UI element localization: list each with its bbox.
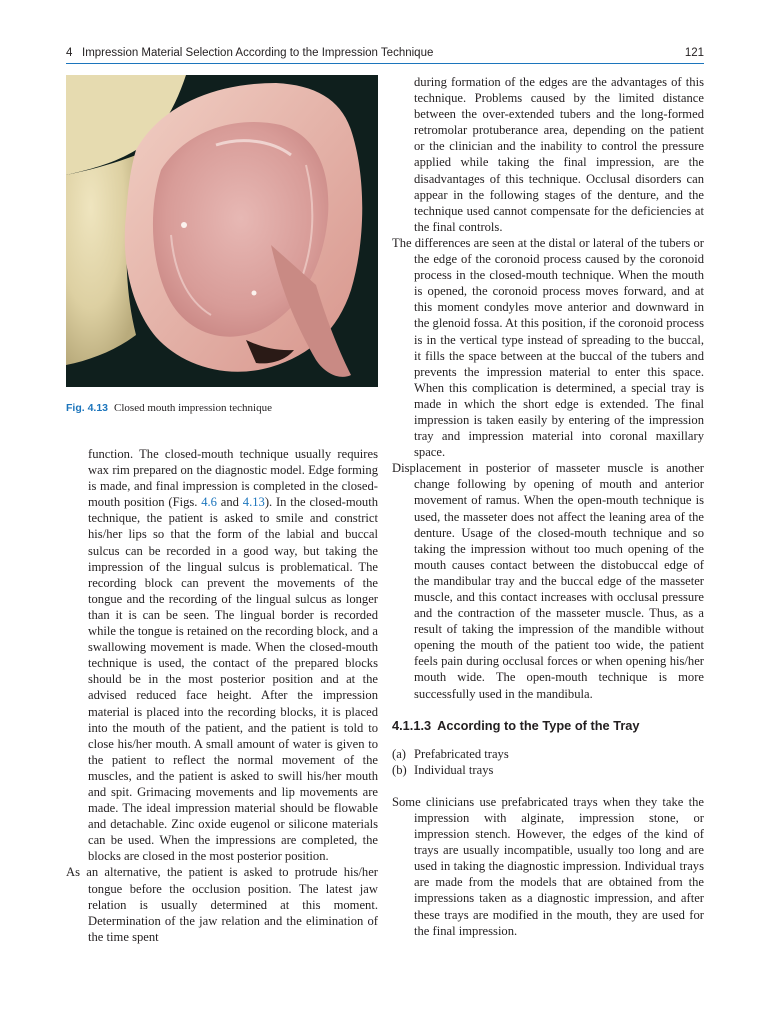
figure-photo xyxy=(66,75,378,387)
left-p1-text-3: ). In the closed-mouth technique, the patient is asked to smile and constrict his/her lips so that the form of the labial and buccal sulcus can be recorded in a good way, but taking the impression of the lingual sulcus is problematical. The recording block can prevent the movements of the tongue and the recording of the lingual sulcus as longer than it is can be seen. The lingual border is recorded while the tongue is retained on the recording block, and a swallowing movement is made. When the closed-mouth technique is used, the contact of the prepared blocks should be in the most posterior position and at the advised reduced face height. After the impression material is placed into the recording blocks, it is placed into the mouth of the patient, and the patient is told to close his/her mouth. A small amount of water is given to the patient to reflect the normal movement of the muscles, and the patient is asked to swill his/her mouth and spit. Grimacing movements and lip movements are made. The ideal impression material should be flowable and detachable. Zinc oxide eugenol or silicone materials can be used. When the impressions are completed, the blocks are closed in the most posterior position. xyxy=(88,495,379,864)
chapter-number: 4 xyxy=(66,47,73,59)
page-number: 121 xyxy=(684,47,704,59)
list-item-text: Individual trays xyxy=(414,762,494,777)
right-paragraph-2: The differences are seen at the distal or lateral of the tubers or the edge of the coronoid process caused by the coronoid process in the closed-mouth technique. When the mouth is opened, the coronoid process moves forward, and at this moment condyles move anterior and downward in the glenoid fossa. At this position, if the coronoid process is in the vertical type instead of spreading to the buccal, it fills the space between at the buccal of the tubers and prevents the impression material to enter this space. When this complication is determined, a special tray is made in which the short edge is extended. The final impression is taken easily by entering of the impression tray and impression material into coronal maxillary space. xyxy=(392,235,704,460)
chapter-title: Impression Material Selection According to the Impression Technique xyxy=(82,47,434,59)
impression-photo-illustration xyxy=(66,75,378,387)
figure-caption xyxy=(66,400,378,416)
figure-label: Fig. 4.13 xyxy=(66,402,109,414)
right-paragraph-3: Displacement in posterior of masseter muscle is another change following by opening of mouth and anterior movement of ramus. When the open-mouth technique is used, the masseter does not affect the leaning area of the denture. Usage of the closed-mouth technique and so taking the impression without too much opening of the mouth causes contact between the distobuccal edge of the mandibular tray and the buccal edge of the masseter muscle, and this contact increases with occlusal pressure and the contraction of the masseter muscle. Thus, as a result of taking the impression of the mandible without opening the mouth of the patient too wide, the patient feels pain during occlusal forces or when opening his/her mouth wide. The open-mouth technique is more successfully used in the mandibula. xyxy=(392,461,704,701)
right-paragraph-4: Some clinicians use prefabricated trays when they take the impression with alginate, impression stone, or impression stench. However, the edges of the kind of trays are usually incompatible, usually too long and are used in taking the diagnostic impression. Individual trays are made from the models that are obtained from the impressions taken as a diagnostic impression, and after these trays are modified in the mouth, they are used for the final impression. xyxy=(392,794,704,938)
section-number: 4.1.1.3 xyxy=(392,717,432,733)
list-item xyxy=(392,746,704,762)
section-heading xyxy=(392,718,704,734)
figure-ref-4-6[interactable]: 4.6 xyxy=(201,495,217,510)
figure-ref-4-13[interactable]: 4.13 xyxy=(242,495,265,510)
header-rule xyxy=(66,63,704,64)
list-item xyxy=(392,762,704,778)
running-header xyxy=(66,45,704,63)
right-paragraph-1: during formation of the edges are the advantages of this technique. Problems caused by the limited distance between the over-extended tubers and the long-formed retromolar protuberance area, depending on the patient or the clinician and the inability to control the pressure applied while taking the final impression, are the disadvantages of this technique. Occlusal disorders can appear in the following stages of the denture, and the technique used cannot compensate for the deficiencies at the final controls. xyxy=(414,75,704,234)
list-item-text: Prefabricated trays xyxy=(414,746,509,761)
list-item-label: (a) xyxy=(392,746,406,761)
left-p1-text-2: and xyxy=(216,495,243,510)
right-text-column xyxy=(392,74,704,939)
figure-caption-text: Closed mouth impression technique xyxy=(114,402,272,414)
section-title: According to the Type of the Tray xyxy=(437,717,640,733)
spacer xyxy=(392,778,704,794)
left-paragraph-1 xyxy=(66,446,378,864)
left-text-column xyxy=(66,446,378,945)
left-p1-text-1: function. The closed-mouth technique usually requires wax rim prepared on the diagnostic model. Edge forming is made, and final impression is completed in the closed-mouth position (Figs. xyxy=(88,447,378,510)
list-item-label: (b) xyxy=(392,762,407,777)
left-paragraph-2: As an alternative, the patient is asked to protrude his/her tongue before the occlusion position. The latest jaw relation is usually determined at this moment. Determination of the jaw relation and the elimination of the time spent xyxy=(66,865,378,944)
